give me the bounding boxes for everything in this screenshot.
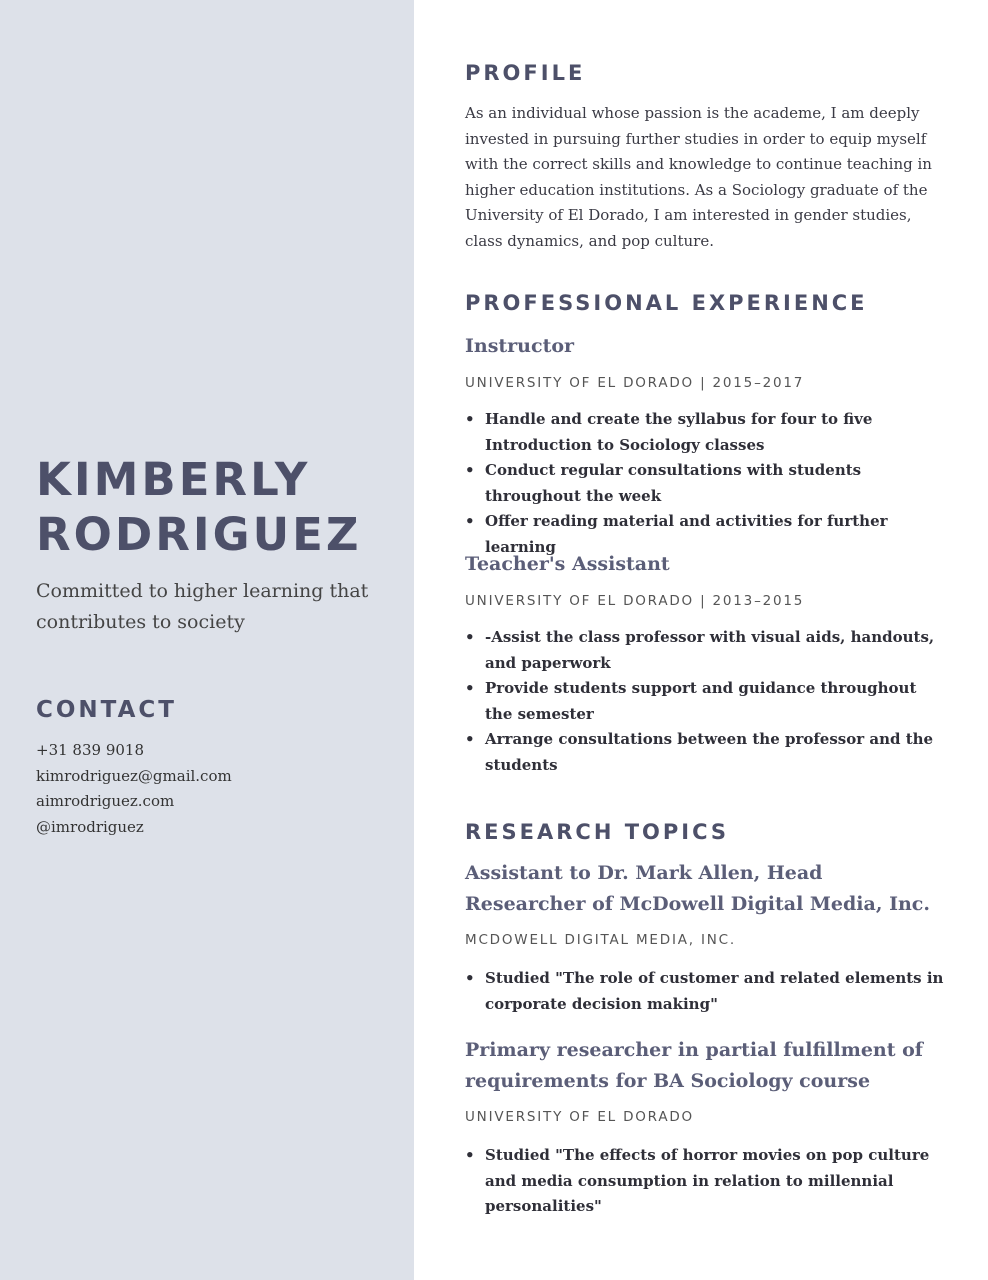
job-title: Teacher's Assistant <box>465 553 670 575</box>
research-title: Primary researcher in partial fulfillment of requirements for BA Sociology course <box>465 1039 923 1092</box>
research-bullets <box>465 1143 947 1220</box>
contact-website[interactable]: aimrodriguez.com <box>36 792 175 810</box>
contact-heading: CONTACT <box>36 697 177 723</box>
experience-heading: PROFESSIONAL EXPERIENCE <box>465 291 868 315</box>
sidebar <box>0 0 414 1280</box>
research-org: MCDOWELL DIGITAL MEDIA, INC. <box>465 932 736 948</box>
name-block <box>36 452 406 638</box>
list-item: • Handle and create the syllabus for four to five Introduction to Sociology classes <box>465 407 947 458</box>
job-org: UNIVERSITY OF EL DORADO | 2013–2015 <box>465 593 805 609</box>
job-title: Instructor <box>465 335 575 357</box>
research-bullets <box>465 966 947 1017</box>
contact-list <box>36 738 396 840</box>
list-item: • -Assist the class professor with visual aids, handouts, and paperwork <box>465 625 947 676</box>
list-item: • Offer reading material and activities for further learning <box>465 509 947 560</box>
job-bullets <box>465 625 947 779</box>
list-item: • Studied "The role of customer and related elements in corporate decision making" <box>465 966 947 1017</box>
profile-heading: PROFILE <box>465 61 586 85</box>
job-org: UNIVERSITY OF EL DORADO | 2015–2017 <box>465 375 805 391</box>
research-heading: RESEARCH TOPICS <box>465 820 730 844</box>
research-title: Assistant to Dr. Mark Allen, Head Researcher of McDowell Digital Media, Inc. <box>465 862 930 915</box>
list-item: • Provide students support and guidance throughout the semester <box>465 676 947 727</box>
profile-text: As an individual whose passion is the academe, I am deeply invested in pursuing further studies in order to equip myself with the correct skills and knowledge to continue teaching in higher education institutions. As a Sociology graduate of the University of El Dorado, I am interested in gender studies, class dynamics, and pop culture. <box>465 104 932 250</box>
contact-section <box>36 696 396 840</box>
contact-phone: +31 839 9018 <box>36 741 144 759</box>
list-item: • Arrange consultations between the professor and the students <box>465 727 947 778</box>
list-item: • Conduct regular consultations with students throughout the week <box>465 458 947 509</box>
job-bullets <box>465 407 947 561</box>
research-org: UNIVERSITY OF EL DORADO <box>465 1109 694 1125</box>
tagline: Committed to higher learning that contributes to society <box>36 580 369 633</box>
list-item: • Studied "The effects of horror movies on pop culture and media consumption in relation to millennial personalities" <box>465 1143 947 1220</box>
contact-email[interactable]: kimrodriguez@gmail.com <box>36 766 232 785</box>
last-name: RODRIGUEZ <box>36 508 362 561</box>
first-name: KIMBERLY <box>36 453 311 506</box>
contact-social-handle: @imrodriguez <box>36 817 144 836</box>
